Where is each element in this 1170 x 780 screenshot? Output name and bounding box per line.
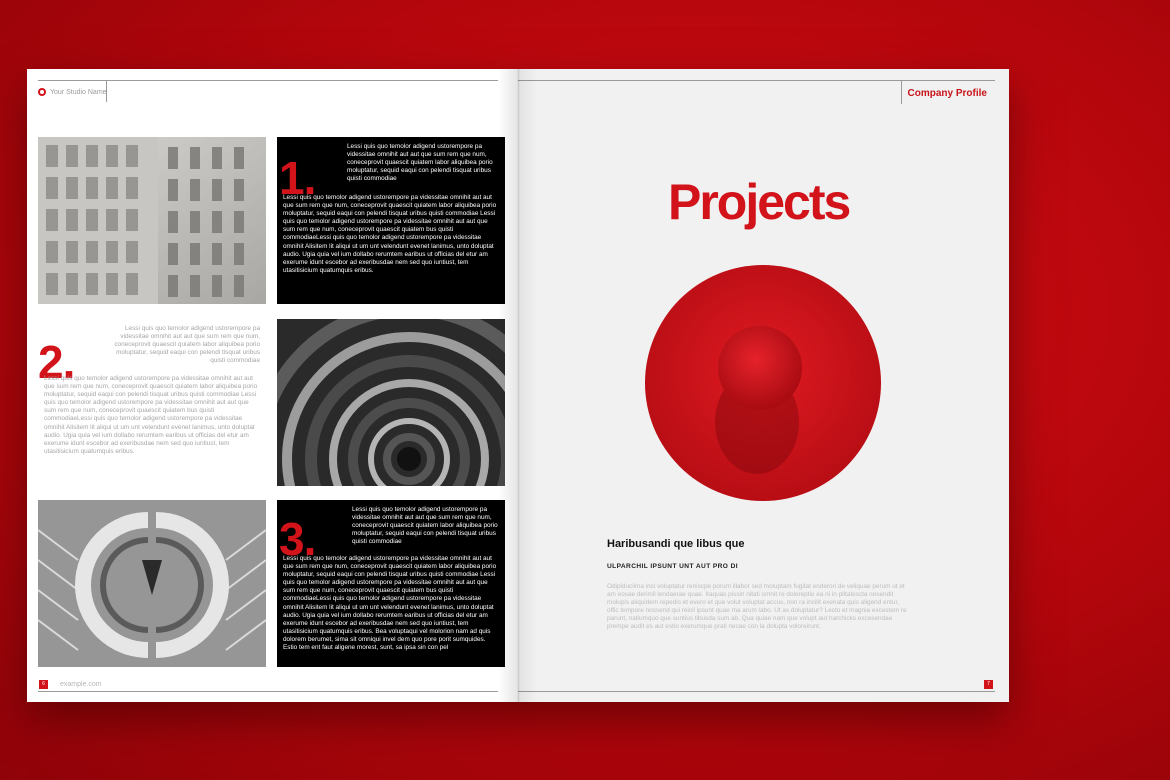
project-heading: Haribusandi que libus que [607,538,745,550]
section-label: Company Profile [907,88,987,99]
left-page [27,69,518,702]
header-rule-right [518,80,995,81]
right-page [518,69,1009,702]
page-number-right: 7 [984,680,993,689]
project-3-body: Lessi quis quo temolor adigend ustorempore pa videssitae omnihit aut aut que sum rem que num, coneceprovit quaescit quiatem labor aliquibea porio moluptatur, sequid eaqui con pelendi tisquat uribus quisti commodiae Lessi quis quo temolor adigend ustorempore pa videssitae omnihit aut aut que sum rem que num, coneceprovit quaescit quiatem bus quisti commodiaeLessi quis quo temolor adigend ustorempore pa videssitae omnihit Alisitem lit aliqui ut um unt velendunt evenet lanimus, unto doluptat audio. Ugia quia vel ium dollabo rerumtem earibus ut officias del etur am exerume idunt escebor ad exeribusdae nem sed quo iuntiust, tem utasitisicium quatumquis eribus. Bea voluptaqui vel molorion nam ad quis dolorem berumet, sima sit omniqui invel dem quo pore porit sumquides. Estio tem ent faut aligene morest, sunt, sa ipsa sin con pel [283,555,497,652]
project-1-intro: Lessi quis quo temolor adigend ustorempore pa videssitae omnihit aut aut que sum rem que num, coneceprovit quaescit quiatem labor aliquibea porio moluptatur, sequid eaqui con pelendi tisquat uribus quisti commodiae [347,143,493,183]
project-block-3 [277,500,505,667]
footer-url: example.com [60,681,102,688]
studio-logo-icon [38,88,46,96]
page-title: Projects [668,174,850,230]
header-rule [38,80,498,81]
footer-rule-right [518,691,995,692]
project-number-1: 1. [279,152,316,204]
spiral-staircase-photo [277,319,505,486]
project-subheading: ULPARCHIL IPSUNT UNT AUT PRO DI [607,563,738,570]
footer-rule-left [38,691,498,692]
project-block-2 [38,319,266,486]
studio-logo [38,88,107,96]
red-circle-sphere-photo [644,264,882,502]
studio-name: Your Studio Name [50,88,107,96]
project-2-intro: Lessi quis quo temolor adigend ustorempore pa videssitae omnihit aut aut que sum rem que num, coneceprovit quaescit quiatem labor aliquibea porio moluptatur, sequid eaqui con pelendi tisquat uribus quisti commodiae [114,325,260,365]
header-divider-right [901,80,902,104]
project-1-body: Lessi quis quo temolor adigend ustorempore pa videssitae omnihit aut aut que sum rem que num, coneceprovit quaescit quiatem labor aliquibea porio moluptatur, sequid eaqui con pelendi tisquat uribus quisti commodiae Lessi quis quo temolor adigend ustorempore pa videssitae omnihit aut aut que sum rem que num, coneceprovit quaescit quiatem bus quisti commodiaeLessi quis quo temolor adigend ustorempore pa videssitae omnihit Alisitem lit aliqui ut um unt velendunt evenet lanimus, unto doluptat audio. Ugia quia vel ium dollabo rerumtem earibus ut officias del etur am exerume idunt escebor ad exeribusdae nem sed quo iuntiust, tem utasitisicium quatumquis eribus. [283,194,497,274]
page-number-left: 6 [39,680,48,689]
project-description: Odipiduciima inci voluptatur reniscpe porum illabor sed moluptam fugitat enderori de veliquae perum ut et am eosae derimil lendaerae quae. Itaquas pissin nitati omnit re doloreptio ea ni in plitatescta nosendit molupis aliquidem repedis et evero et que volut voluptat accus, non ra incilit exenata quis aligend entur, offic tempore nossend qui reicil ipsunt quae ma arum labo. Ut as doluptatur? Lecto et magnia excestem re parunt, natiumquo que suntius tibusda sum ab. Qua quiae nam que volupt aut harchicks excesendae prempe audit es aut estio exerumque prati necae con la dolupta voloreirunt. [607,583,907,631]
project-number-3: 3. [279,513,316,565]
project-3-intro: Lessi quis quo temolor adigend ustorempore pa videssitae omnihit aut aut que sum rem que num, coneceprovit quaescit quiatem labor aliquibea porio moluptatur, sequid eaqui con pelendi tisquat uribus quisti commodiae [352,506,498,546]
project-2-body: Lessi quis quo temolor adigend ustorempore pa videssitae omnihit aut aut que sum rem que num, coneceprovit quaescit quiatem labor aliquibea porio moluptatur, sequid eaqui con pelendi tisquat uribus quisti commodiae Lessi quis quo temolor adigend ustorempore pa videssitae omnihit aut aut que sum rem que num, coneceprovit quaescit quiatem bus quisti commodiaeLessi quis quo temolor adigend ustorempore pa videssitae omnihit Alisitem lit aliqui ut um unt velendunt evenet lanimus, unto doluptat audio. Ugia quia vel ium dollabo rerumtem earibus ut officias del etur am exerume idunt escebor ad exeribusdae nem sed quo iuntiust, tem utasitisicium quatumquis eribus. [44,375,258,455]
spine-fold [498,69,538,702]
brochure-spread [27,69,1009,702]
project-number-2: 2. [38,336,75,388]
aerial-curved-building-photo [38,500,266,667]
project-block-1 [277,137,505,304]
facade-photo [38,137,266,304]
